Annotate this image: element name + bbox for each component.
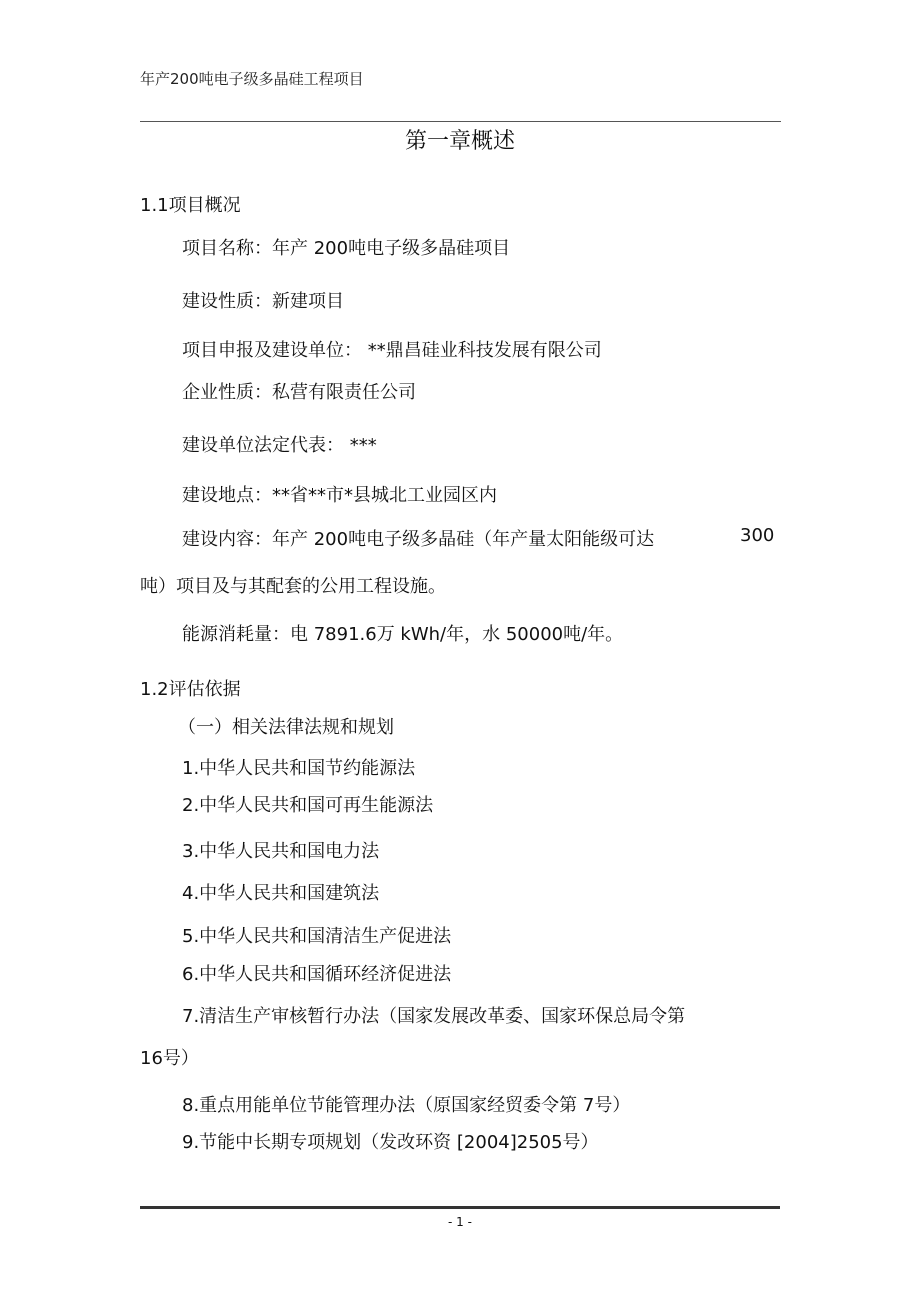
list-item: 6.中华人民共和国循环经济促进法 xyxy=(182,964,452,985)
construction-nature-line: 建设性质：新建项目 xyxy=(182,291,344,312)
list-item: 1.中华人民共和国节约能源法 xyxy=(182,758,416,779)
construction-content-line-end: 300 xyxy=(740,525,775,546)
construction-content-line: 建设内容：年产 200吨电子级多晶硅（年产量太阳能级可达 xyxy=(182,529,655,550)
subheading-laws: （一）相关法律法规和规划 xyxy=(178,717,394,738)
section-heading-overview: 1.1项目概况 xyxy=(140,195,241,216)
construction-content-continuation: 吨）项目及与其配套的公用工程设施。 xyxy=(140,576,446,597)
legal-representative-line: 建设单位法定代表： *** xyxy=(182,435,377,456)
list-item: 4.中华人民共和国建筑法 xyxy=(182,883,380,904)
list-item: 3.中华人民共和国电力法 xyxy=(182,841,380,862)
running-header: 年产200吨电子级多晶硅工程项目 xyxy=(140,70,364,88)
project-name-line: 项目名称：年产 200吨电子级多晶硅项目 xyxy=(182,238,511,259)
location-line: 建设地点：**省**市*县城北工业园区内 xyxy=(182,485,497,506)
chapter-title: 第一章概述 xyxy=(404,129,515,154)
list-item: 5.中华人民共和国清洁生产促进法 xyxy=(182,926,452,947)
list-item: 8.重点用能单位节能管理办法（原国家经贸委令第 7号） xyxy=(182,1095,631,1116)
list-item: 2.中华人民共和国可再生能源法 xyxy=(182,795,434,816)
energy-consumption-line: 能源消耗量：电 7891.6万 kWh/年，水 50000吨/年。 xyxy=(182,624,624,645)
header-divider xyxy=(140,121,781,122)
footer-divider xyxy=(140,1206,780,1209)
applicant-line: 项目申报及建设单位： **鼎昌硅业科技发展有限公司 xyxy=(182,340,602,361)
enterprise-type-line: 企业性质：私营有限责任公司 xyxy=(182,382,416,403)
list-item: 9.节能中长期专项规划（发改环资 [2004]2505号） xyxy=(182,1132,599,1153)
page-number: - 1 - xyxy=(448,1215,472,1229)
list-item-continuation: 16号） xyxy=(140,1048,199,1069)
list-item: 7.清洁生产审核暂行办法（国家发展改革委、国家环保总局令第 xyxy=(182,1006,686,1027)
section-heading-basis: 1.2评估依据 xyxy=(140,679,241,700)
